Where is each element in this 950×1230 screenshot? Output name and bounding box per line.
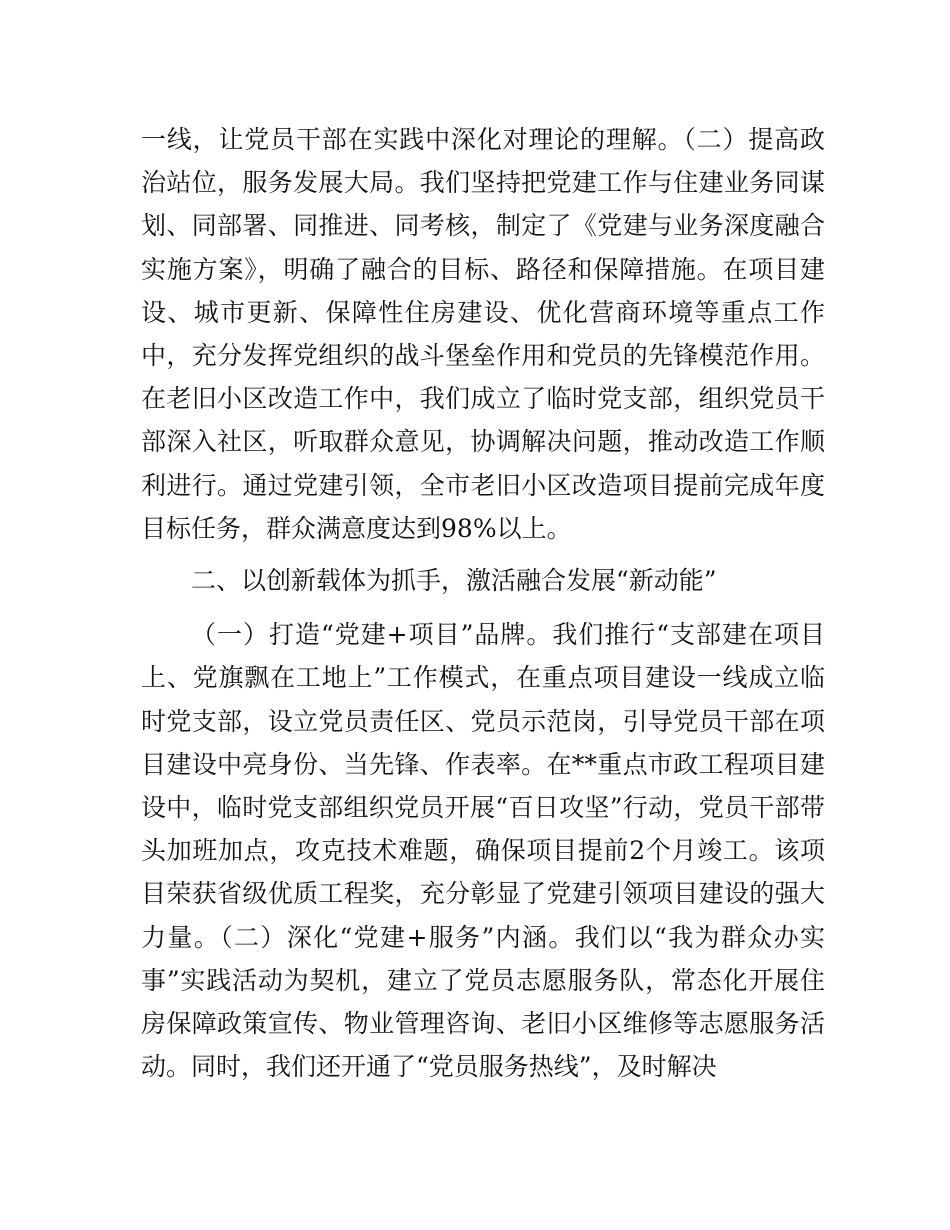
- body-paragraph: 一线，让党员干部在实践中深化对理论的理解。（二）提高政治站位，服务发展大局。我们坚持把党建工作与住建业务同谋划、同部署、同推进、同考核，制定了《党建与业务深度融合实施方案》，明确了融合的目标、路径和保障措施。在项目建设、城市更新、保障性住房建设、优化营商环境等重点工作中，充分发挥党组织的战斗堡垒作用和党员的先锋模范作用。在老旧小区改造工作中，我们成立了临时党支部，组织党员干部深入社区，听取群众意见，协调解决问题，推动改造工作顺利进行。通过党建引领，全市老旧小区改造项目提前完成年度目标任务，群众满意度达到98%以上。: [141, 125, 825, 543]
- section-heading: 二、以创新载体为抓手，激活融合发展“新动能”: [191, 566, 717, 596]
- document-body: [141, 118, 825, 1088]
- body-paragraph: （一）打造“党建+项目”品牌。我们推行“支部建在项目上、党旗飘在工地上”工作模式，在重点项目建设一线成立临时党支部，设立党员责任区、党员示范岗，引导党员干部在项目建设中亮身份、当先锋、作表率。在**重点市政工程项目建设中，临时党支部组织党员开展“百日攻坚”行动，党员干部带头加班加点，攻克技术难题，确保项目提前2个月竣工。该项目荣获省级优质工程奖，充分彰显了党建引领项目建设的强大力量。（二）深化“党建+服务”内涵。我们以“我为群众办实事”实践活动为契机，建立了党员志愿服务队，常态化开展住房保障政策宣传、物业管理咨询、老旧小区维修等志愿服务活动。同时，我们还开通了“党员服务热线”，及时解决: [141, 620, 825, 1082]
